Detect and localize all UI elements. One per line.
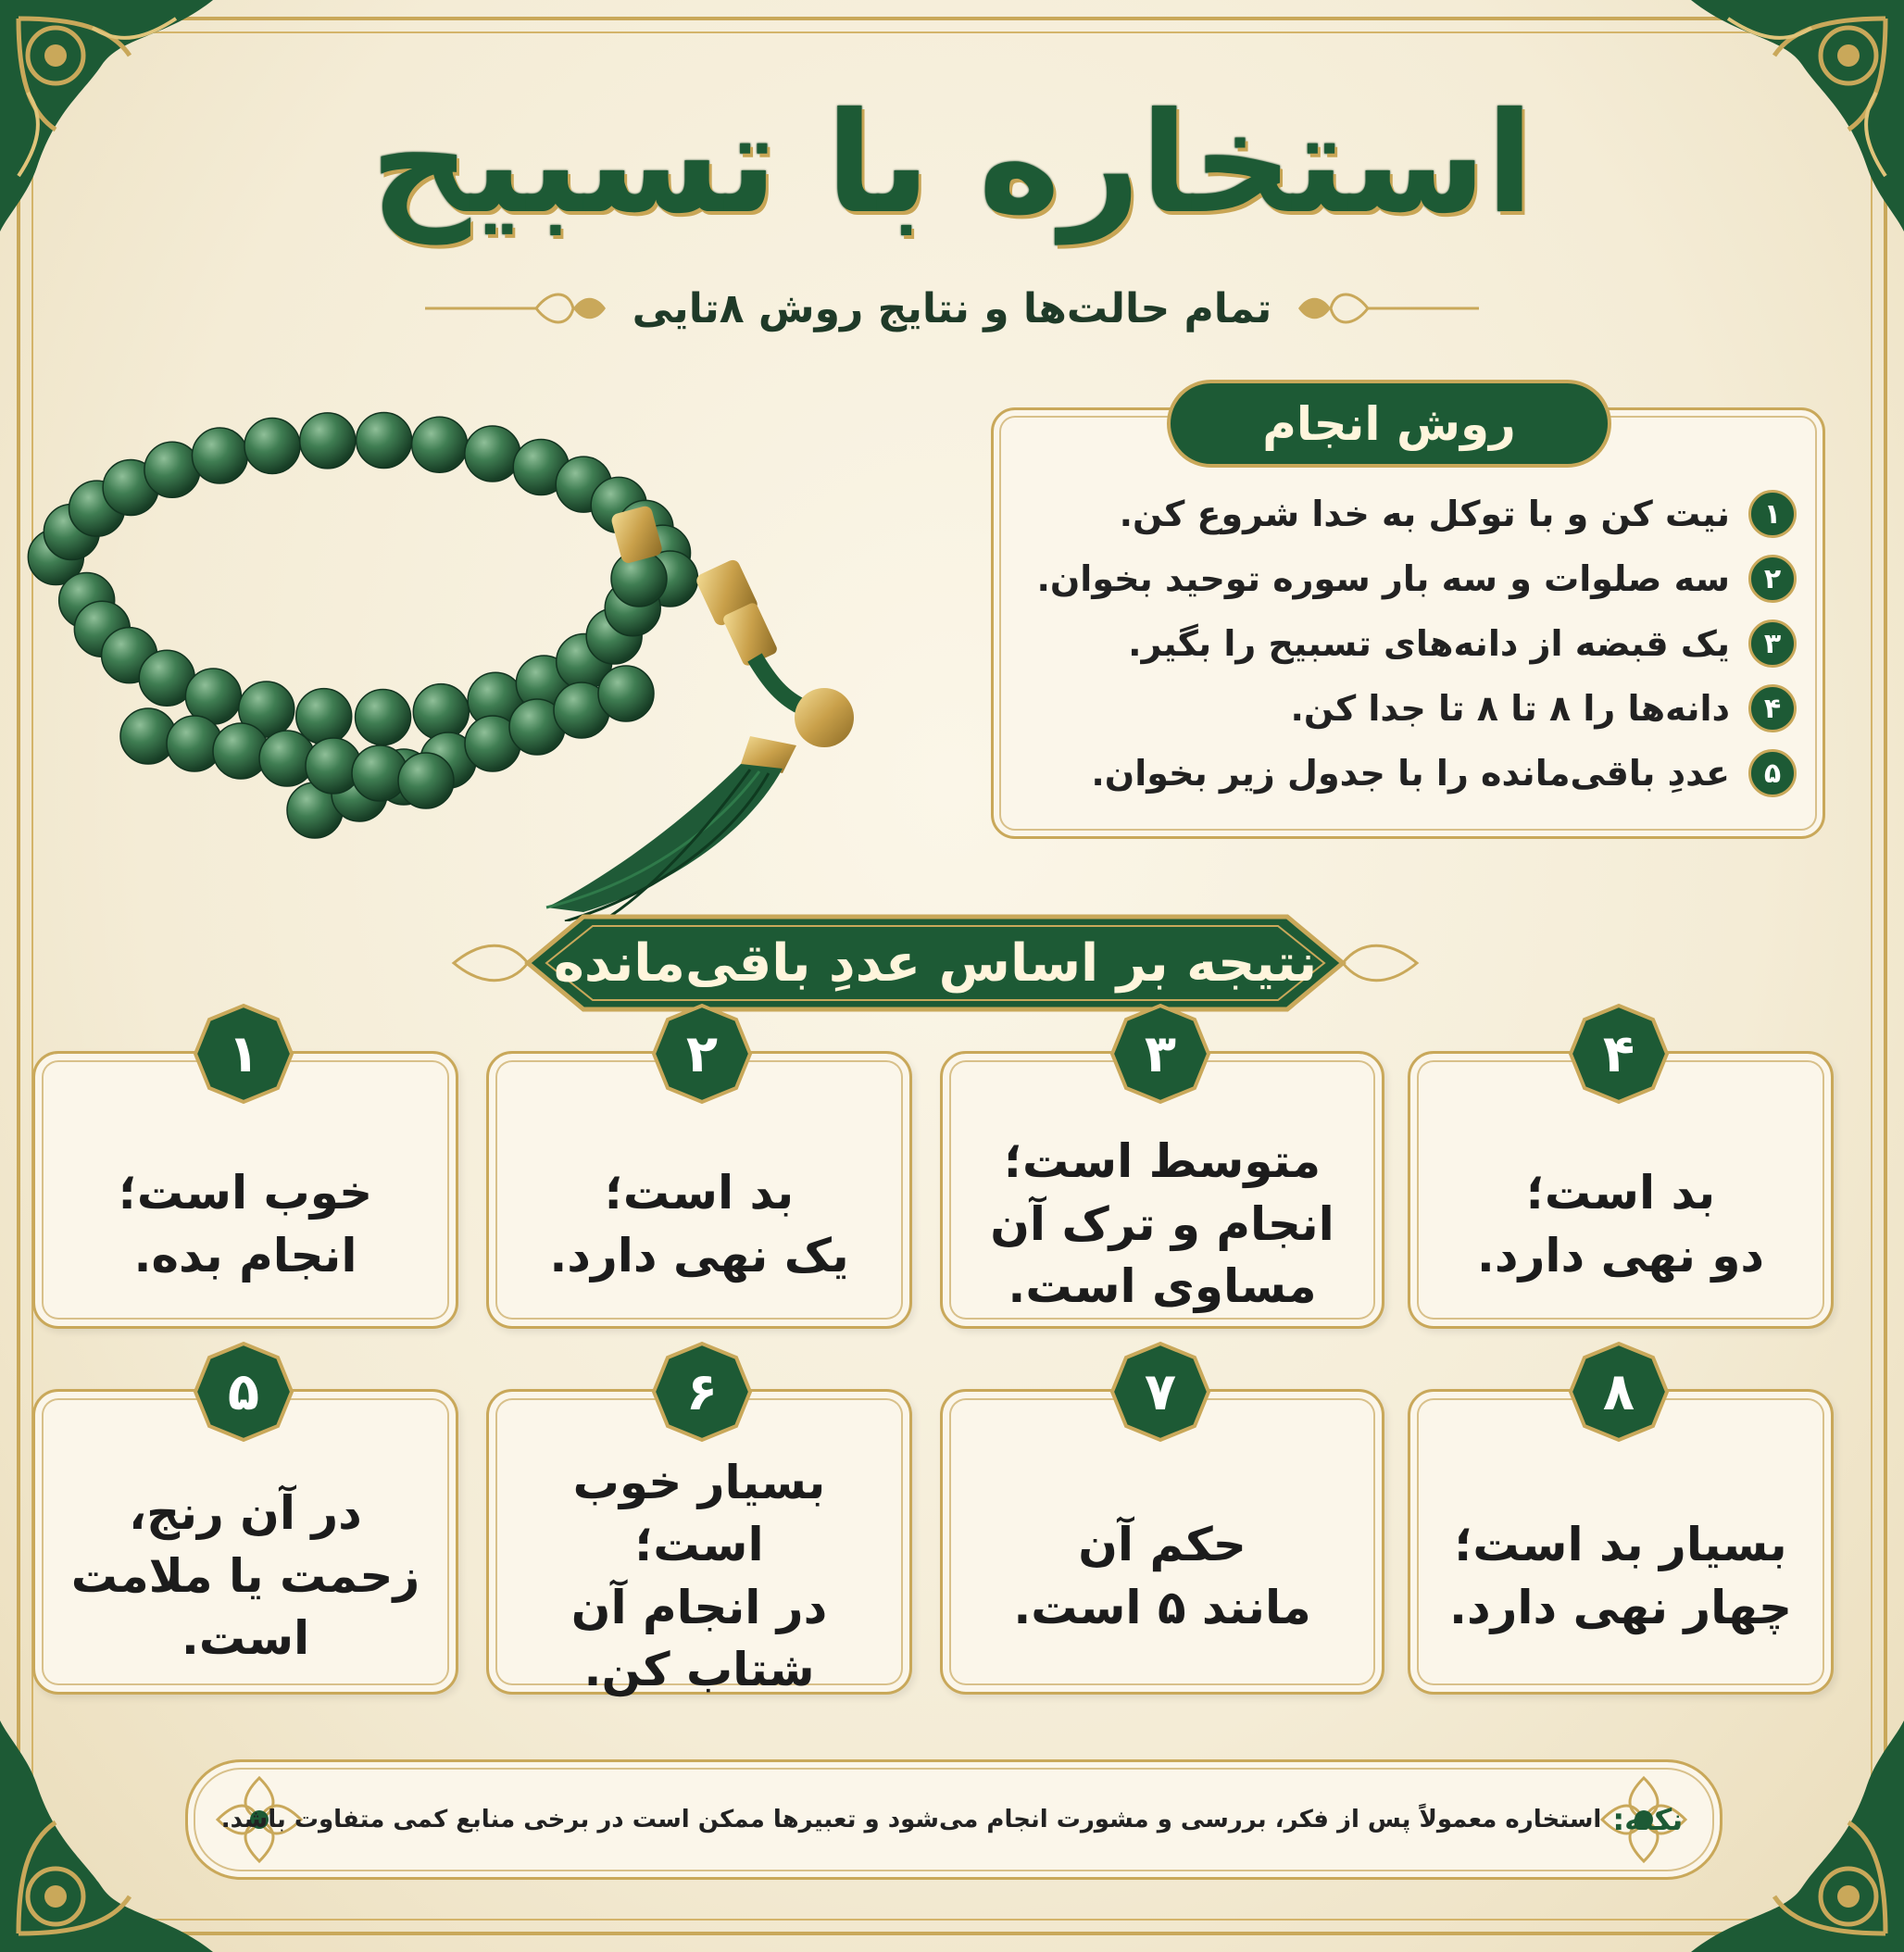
- result-line: حکم آن: [1078, 1518, 1246, 1571]
- step-number-badge: ۵: [1748, 749, 1797, 797]
- result-text: [54, 1480, 437, 1673]
- result-card: [32, 1361, 458, 1695]
- step-text: یک قبضه از دانه‌های تسبیح را بگیر.: [1128, 623, 1730, 664]
- result-card: [1408, 1023, 1834, 1329]
- result-card: [1408, 1361, 1834, 1695]
- bead: [144, 442, 200, 497]
- note-text: [220, 1759, 1684, 1880]
- prayer-beads-image: [9, 329, 935, 921]
- result-text: [507, 1455, 891, 1696]
- bead: [598, 666, 654, 721]
- bead: [357, 412, 412, 468]
- result-line: خوب است؛: [118, 1166, 373, 1220]
- result-text: [1429, 1480, 1812, 1673]
- result-text: [507, 1142, 891, 1308]
- step-number-badge: ۳: [1748, 619, 1797, 668]
- result-text: [1429, 1142, 1812, 1308]
- step-number-badge: ۴: [1748, 684, 1797, 732]
- result-line: بسیار خوب است؛: [572, 1455, 826, 1571]
- step-text: عددِ باقی‌مانده را با جدول زیر بخوان.: [1091, 753, 1730, 794]
- result-line: متوسط است؛: [1003, 1134, 1322, 1189]
- step-number-badge: ۲: [1748, 555, 1797, 603]
- result-card: [940, 1361, 1384, 1695]
- result-line: بسیار بد است؛: [1454, 1518, 1787, 1571]
- result-line: در آن رنج،: [129, 1486, 362, 1541]
- method-step: [1009, 482, 1797, 546]
- result-card: [486, 1361, 912, 1696]
- result-line: مانند ۵ است.: [1013, 1580, 1311, 1634]
- note-body: استخاره معمولاً پس از فکر، بررسی و مشورت انجام می‌شود و تعبیرها ممکن است در برخی منابع کمی متفاوت باشد.: [220, 1806, 1602, 1833]
- result-line: انجام و ترک آن: [990, 1196, 1334, 1251]
- note-label: نکته:: [1612, 1802, 1684, 1837]
- step-text: سه صلوات و سه بار سوره توحید بخوان.: [1036, 558, 1730, 599]
- result-line: چهار نهی دارد.: [1448, 1580, 1793, 1634]
- result-number: ۱: [227, 1023, 260, 1084]
- bead: [300, 413, 356, 469]
- result-line: بد است؛: [604, 1166, 795, 1220]
- bead: [192, 428, 247, 483]
- result-line: در انجام آن: [570, 1580, 828, 1634]
- result-line: زحمت یا ملامت: [70, 1548, 420, 1603]
- result-card: [486, 1023, 912, 1329]
- result-text: [961, 1134, 1363, 1314]
- result-card: [32, 1023, 458, 1329]
- method-steps-list: [1009, 482, 1797, 806]
- bead: [398, 753, 454, 808]
- step-text: نیت کن و با توکل به خدا شروع کن.: [1119, 494, 1730, 534]
- bead: [356, 690, 411, 745]
- result-number: ۶: [685, 1361, 719, 1422]
- method-step: [1009, 546, 1797, 611]
- page-title: استخاره با تسبیح: [370, 83, 1534, 244]
- method-step: [1009, 676, 1797, 741]
- result-line: بد است؛: [1525, 1166, 1716, 1220]
- result-number: ۴: [1602, 1023, 1635, 1084]
- method-step: [1009, 611, 1797, 676]
- subtitle: تمام حالت‌ها و نتایج روش ۸تایی: [632, 284, 1272, 332]
- result-line: است.: [181, 1611, 310, 1666]
- result-text: [961, 1480, 1363, 1673]
- bead: [413, 684, 469, 740]
- results-heading: نتیجه بر اساس عددِ باقی‌مانده: [553, 932, 1318, 994]
- result-line: دو نهی دارد.: [1476, 1228, 1765, 1283]
- result-number: ۷: [1144, 1361, 1177, 1422]
- result-line: مساوی است.: [1008, 1259, 1317, 1314]
- result-line: شتاب کن.: [583, 1643, 815, 1696]
- result-number: ۳: [1144, 1023, 1177, 1084]
- result-line: انجام بده.: [133, 1228, 357, 1283]
- result-number: ۸: [1602, 1361, 1635, 1422]
- bead: [465, 426, 520, 482]
- flourish-left-icon: [1294, 285, 1479, 332]
- bead: [244, 418, 300, 473]
- method-heading: روش انجام: [1167, 380, 1611, 468]
- method-step: [1009, 741, 1797, 806]
- result-line: یک نهی دارد.: [549, 1228, 849, 1283]
- result-card: [940, 1023, 1384, 1329]
- step-number-badge: ۱: [1748, 490, 1797, 538]
- flourish-right-icon: [425, 285, 610, 332]
- result-number: ۵: [227, 1361, 260, 1422]
- result-number: ۲: [685, 1023, 719, 1084]
- step-text: دانه‌ها را ۸ تا ۸ تا جدا کن.: [1290, 688, 1730, 729]
- bead: [412, 417, 468, 472]
- result-text: [54, 1142, 437, 1308]
